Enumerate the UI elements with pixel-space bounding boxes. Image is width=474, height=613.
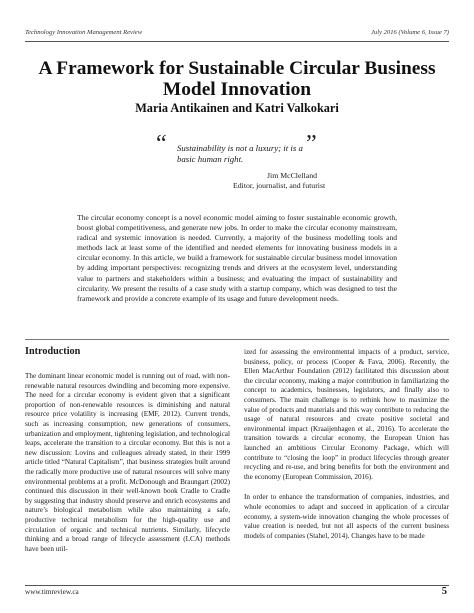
section-heading-introduction: Introduction [25,346,81,357]
article-authors: Maria Antikainen and Katri Valkokari [135,101,339,115]
close-quote-mark: ” [306,131,317,157]
left-column [25,345,230,554]
epigraph-quote: Sustainability is not a luxury; it is a basic human right. [177,143,303,164]
journal-name: Technology Innovation Management Review [25,29,143,36]
abstract-divider [25,339,449,340]
footer-website-link[interactable]: www.timreview.ca [25,588,79,596]
right-column [244,348,449,541]
intro-paragraph-2: ized for assessing the environmental impacts of a product, service, business, policy, or process (Cooper & Fava, 2006). Recently, the Ellen MacArthur Foundation (2012) facilitated this discussion about the circular economy, making a major contribution in familiarizing the concept to academics, businesses, legislators, and finally also to consumers. The main challenge is to rethink how to maximize the value of products and materials and this way contribute to reducing the usage of natural resources and create positive societal and environmental impact (Kraaijenhagen et al., 2016). To accelerate the transition towards a circular economy, the European Union has launched an ambitious Circular Economy Package, which will contribute to “closing the loop” in product lifecycles through greater recycling and re-use, and bring benefits for both the environment and the economy (European Commission, 2016). [244,348,449,481]
footer-divider [25,585,449,586]
page-number: 5 [441,586,447,597]
issue-info: July 2016 (Volume 6, Issue 7) [370,29,449,36]
header-divider [25,41,449,42]
intro-paragraph-3: In order to enhance the transformation of companies, industries, and whole economies to adapt and succeed in application of a circular economy, a system-wide innovation changing the whole processes of value creation is needed, but not all aspects of the current business models of companies (Stahel, 2014). Changes have to be made [244,493,449,540]
abstract: The circular economy concept is a novel economic model aiming to foster sustainable economic growth, boost global competitiveness, and generate new jobs. In order to make the circular economy mainstream, radical and systemic innovation is needed. Currently, a majority of the business modelling tools and methods lack at least some of the identified and needed elements for innovating business models in a circular economy. In this article, we build a framework for sustainable circular business model innovation by adding important perspectives: recognizing trends and drivers at the ecosystem level, understanding value to partners and stakeholders within a business; and evaluating the impact of sustainability and circularity. We present the results of a case study with a startup company, which was designed to test the framework and provide a concrete example of its usage and future development needs. [77,213,397,303]
journal-header [25,29,449,37]
article-title: A Framework for Sustainable Circular Business Model Innovation [38,58,436,100]
intro-paragraph-1: The dominant linear economic model is running out of road, with non-renewable natural resources dwindling and becoming more expensive. The need for a circular economy is evident given that a significant proportion of non-renewable resources is diminishing and natural resource price volatility is increasing (EMF, 2012). Current trends, such as increasing consumption, new generations of consumers, urbanization and employment, tightening legislation, and technological leaps, accelerate the transition to a circular economy. But this is not a new discussion: Lovins and colleagues already stated, in their 1999 article titled “Natural Capitalism”, that business strategies built around the radically more productive use of natural resources will solve many environmental problems at a profit. McDonough and Braungart (2002) continued this discussion in their well-known book Cradle to Cradle by suggesting that industry should preserve and enrich ecosystems and nature’s biological metabolism while also maintaining a safe, productive technical metabolism for the high-quality use and circulation of organic and technical nutrients. Similarly, lifecycle thinking and a broad range of lifecycle assessment (LCA) methods have been util- [25,372,230,553]
epigraph-author: Jim McClelland [267,171,318,180]
open-quote-mark: “ [156,131,167,157]
epigraph-author-role: Editor, journalist, and futurist [233,181,326,190]
